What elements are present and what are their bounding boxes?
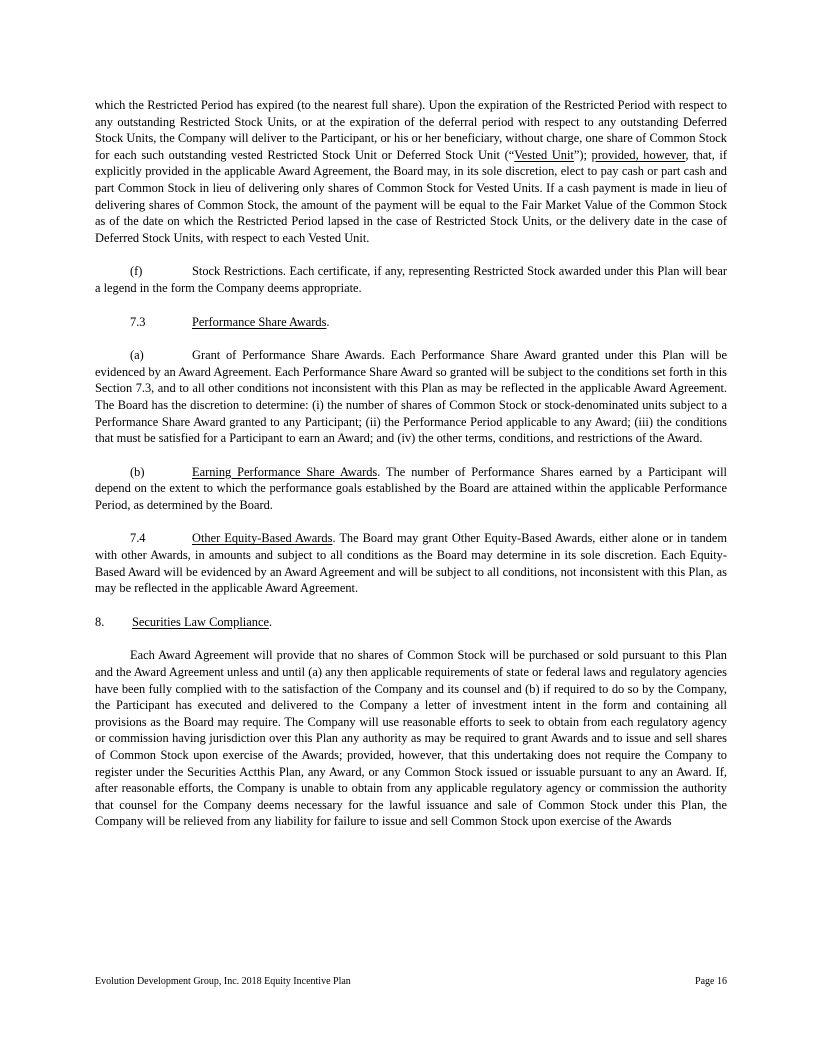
heading-7-3-performance-share-awards: [95, 314, 727, 331]
paragraph-f-stock-restrictions: [95, 263, 727, 296]
page-footer: [95, 976, 727, 988]
paragraph-label: (b): [130, 464, 145, 479]
underlined-text: Earning Performance Share Awards: [192, 464, 378, 479]
underlined-text: Vested Unit: [514, 147, 574, 162]
paragraph-label: (a): [130, 348, 144, 363]
document-body: [95, 97, 727, 830]
paragraph-7-4-other-equity-based-awards: [95, 530, 727, 596]
paragraph-label: 8.: [95, 614, 105, 629]
footer-page-number: Page 16: [695, 976, 727, 987]
paragraph-b-earning-performance-share-awards: [95, 464, 727, 514]
text-segment: Each Award Agreement will provide that no shares of Common Stock will be purchased or sold pursuant to this Plan and the Award Agreement unless and until (a) any then applicable requirements of state or federal laws and regulatory agencies have been fully complied with to the satisfaction of the Company and its counsel and (b) if required to do so by the Company, the Participant has executed and delivered to the Company a letter of investment intent in the form and containing all provisions as the Board may require. The Company will use reasonable efforts to seek to obtain from each regulatory agency or commission having jurisdiction over this Plan any authority as may be required to grant Awards and to issue and sell shares of Common Stock upon exercise of the Awards; provided, however, that this undertaking does not require the Company to register under the Securities Actthis Plan, any Award, or any Common Stock issued or issuable pursuant to any an Award. If, after reasonable efforts, the Company is unable to obtain from any applicable regulatory agency or commission the authority that counsel for the Company deems necessary for the lawful issuance and sale of Common Stock under this Plan, the Company will be relieved from any liability for failure to issue and sell Common Stock upon exercise of the Awards: [95, 648, 727, 829]
footer-document-title: Evolution Development Group, Inc. 2018 Equity Incentive Plan: [95, 976, 351, 987]
text-segment: Grant of Performance Share Awards. Each Performance Share Award granted under this Plan will be evidenced by an Award Agreement. Each Performance Share Award so granted will be subject to the conditions set forth in this Section 7.3, and to all other conditions not inconsistent with this Plan as may be reflected in the applicable Award Agreement. The Board has the discretion to determine: (i) the number of shares of Common Stock or stock-denominated units subject to a Performance Share Award granted to any Participant; (ii) the Performance Period applicable to any Award; (iii) the conditions that must be satisfied for a Participant to earn an Award; and (iv) the other terms, conditions, and restrictions of the Award.: [95, 348, 727, 446]
underlined-text: provided, however: [591, 147, 686, 162]
text-segment: . The number of Performance Shares earned by a Participant will depend on the extent to which the performance goals established by the Board are attained within the applicable Performance Period, as determined by the Board.: [95, 464, 727, 512]
text-segment: , that, if explicitly provided in the applicable Award Agreement, the Board may, in its sole discretion, elect to pay cash or part cash and part Common Stock in lieu of delivering only shares of Common Stock for Vested Units. If a cash payment is made in lieu of delivering shares of Common Stock, the amount of the payment will be equal to the Fair Market Value of the Common Stock as of the date on which the Restricted Period lapsed in the case of Restricted Stock Units, or the delivery date in the case of Deferred Stock Units, with respect to each Vested Unit.: [95, 147, 727, 245]
paragraph-label: 7.4: [130, 531, 146, 546]
heading-8-securities-law-compliance: [95, 614, 727, 631]
paragraph-a-grant-of-performance-share-awards: [95, 347, 727, 447]
paragraph-label: 7.3: [130, 314, 146, 329]
text-segment: .: [268, 614, 273, 629]
paragraph-label: (f): [130, 264, 143, 279]
text-segment: Stock Restrictions. Each certificate, if any, representing Restricted Stock awarded under this Plan will bear a legend in the form the Company deems appropriate.: [95, 264, 727, 295]
text-segment: ”);: [573, 147, 592, 162]
text-segment: which the Restricted Period has expired (to the nearest full share). Upon the expiration of the Restricted Period with respect to any outstanding Restricted Stock Units, or at the expiration of the deferral period with respect to any outstanding Deferred Stock Units, the Company will deliver to the Participant, or his or her beneficiary, without charge, one share of Common Stock for each such outstanding vested Restricted Stock Unit or Deferred Stock Unit (“: [95, 98, 727, 162]
underlined-text: Other Equity-Based Awards: [192, 531, 333, 546]
underlined-text: Performance Share Awards: [192, 314, 327, 329]
underlined-text: Securities Law Compliance: [132, 614, 269, 629]
paragraph-securities-law-compliance-body: [95, 647, 727, 830]
continuation-paragraph: [95, 97, 727, 246]
text-segment: .: [326, 314, 330, 329]
text-segment: . The Board may grant Other Equity-Based Awards, either alone or in tandem with other Awards, in amounts and subject to all conditions as the Board may determine in its sole discretion. Each Equity-Based Award will be evidenced by an Award Agreement and will be subject to all conditions, not inconsistent with this Plan, as may be reflected in the applicable Award Agreement.: [95, 531, 727, 596]
